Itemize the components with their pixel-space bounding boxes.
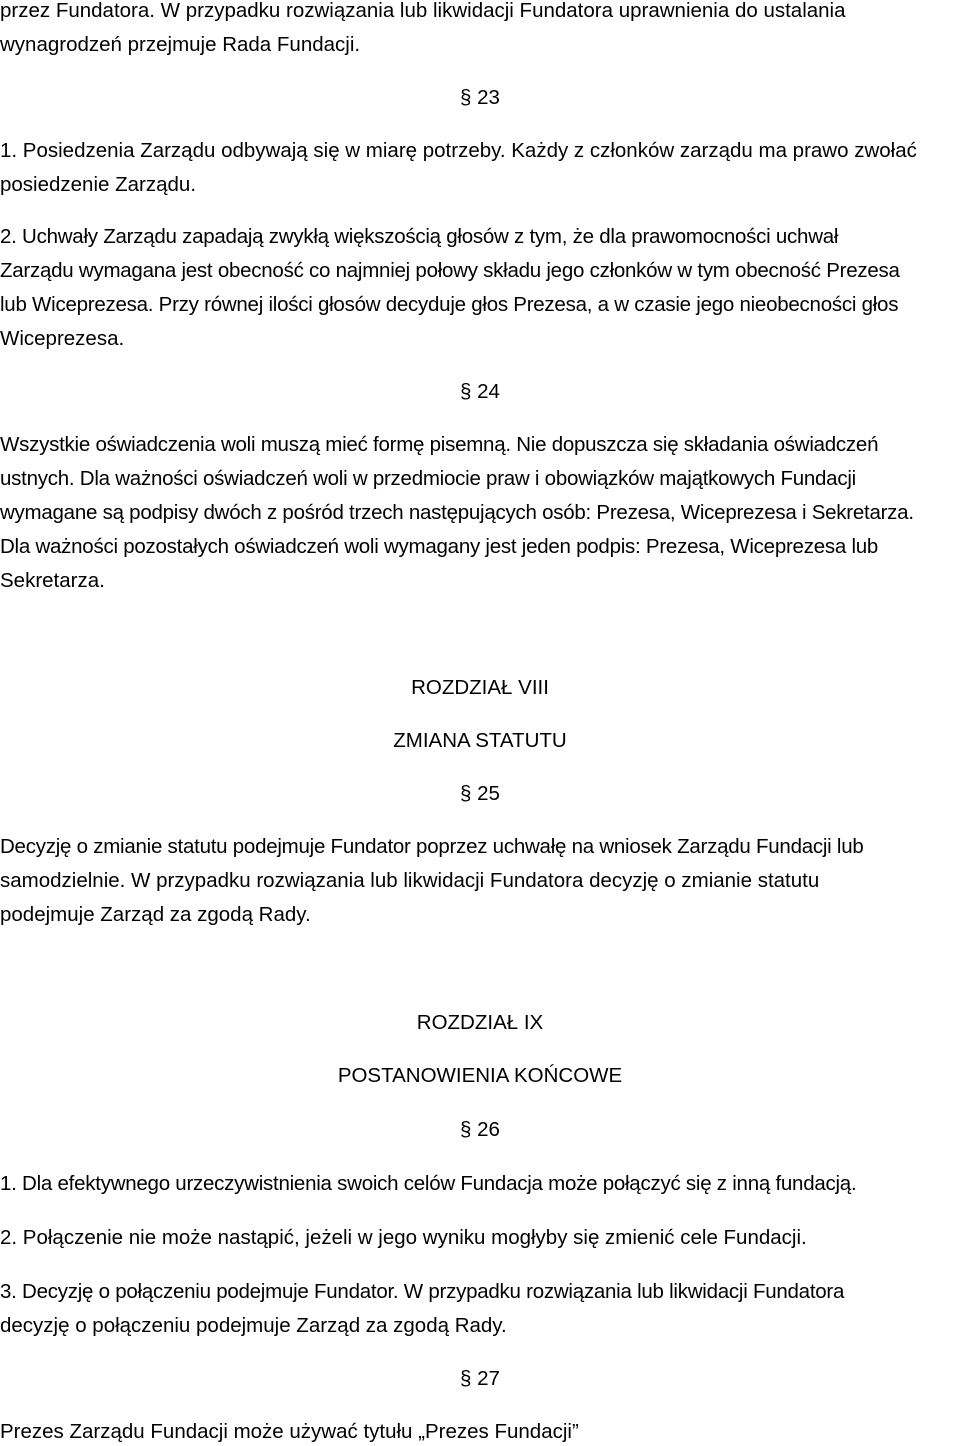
chapter-title: POSTANOWIENIA KOŃCOWE: [337, 1064, 623, 1087]
section-heading-27: § 27: [460, 1367, 500, 1390]
text-line: Wszystkie oświadczenia woli muszą mieć formę pisemną. Nie dopuszcza się składania oświadczeń: [0, 433, 879, 456]
text-line: przez Fundatora. W przypadku rozwiązania lub likwidacji Fundatora uprawnienia do ustalania: [0, 0, 846, 22]
text-line: wymagane są podpisy dwóch z pośród trzech następujących osób: Prezesa, Wiceprezesa i Sekretarza.: [0, 501, 914, 524]
text-line: 2. Połączenie nie może nastąpić, jeżeli w jego wyniku mogłyby się zmienić cele Fundacji.: [0, 1226, 807, 1249]
text-line: 1. Posiedzenia Zarządu odbywają się w miarę potrzeby. Każdy z członków zarządu ma prawo zwołać: [0, 139, 917, 162]
text-line: posiedzenie Zarządu.: [0, 173, 197, 196]
text-line: samodzielnie. W przypadku rozwiązania lub likwidacji Fundatora decyzję o zmianie statutu: [0, 869, 820, 892]
text-line: Dla ważności pozostałych oświadczeń woli wymagany jest jeden podpis: Prezesa, Wiceprezesa lub: [0, 535, 879, 558]
text-line: Prezes Zarządu Fundacji może używać tytułu „Prezes Fundacji”: [0, 1420, 579, 1443]
text-line: decyzję o połączeniu podejmuje Zarząd za zgodą Rady.: [0, 1314, 507, 1337]
text-line: Zarządu wymagana jest obecność co najmniej połowy składu jego członków w tym obecność Prezesa: [0, 259, 900, 282]
chapter-label: ROZDZIAŁ VIII: [411, 676, 549, 699]
section-heading-23: § 23: [460, 86, 500, 109]
text-line: Sekretarza.: [0, 569, 105, 592]
chapter-label: ROZDZIAŁ IX: [416, 1011, 544, 1034]
text-line: ustnych. Dla ważności oświadczeń woli w przedmiocie praw i obowiązków majątkowych Fundacji: [0, 467, 856, 490]
section-heading-24: § 24: [460, 380, 500, 403]
chapter-title: ZMIANA STATUTU: [393, 729, 567, 752]
text-line: 3. Decyzję o połączeniu podejmuje Fundator. W przypadku rozwiązania lub likwidacji Fundatora: [0, 1280, 845, 1303]
text-line: wynagrodzeń przejmuje Rada Fundacji.: [0, 33, 361, 56]
text-line: Decyzję o zmianie statutu podejmuje Fundator poprzez uchwałę na wniosek Zarządu Fundacji lub: [0, 835, 864, 858]
section-heading-25: § 25: [460, 782, 500, 805]
text-line: 2. Uchwały Zarządu zapadają zwykłą większością głosów z tym, że dla prawomocności uchwał: [0, 225, 839, 248]
text-line: lub Wiceprezesa. Przy równej ilości głosów decyduje głos Prezesa, a w czasie jego nieobecności głos: [0, 293, 899, 316]
text-line: Wiceprezesa.: [0, 327, 125, 350]
text-line: 1. Dla efektywnego urzeczywistnienia swoich celów Fundacja może połączyć się z inną fundacją.: [0, 1172, 857, 1195]
text-line: podejmuje Zarząd za zgodą Rady.: [0, 903, 311, 926]
section-heading-26: § 26: [460, 1118, 500, 1141]
